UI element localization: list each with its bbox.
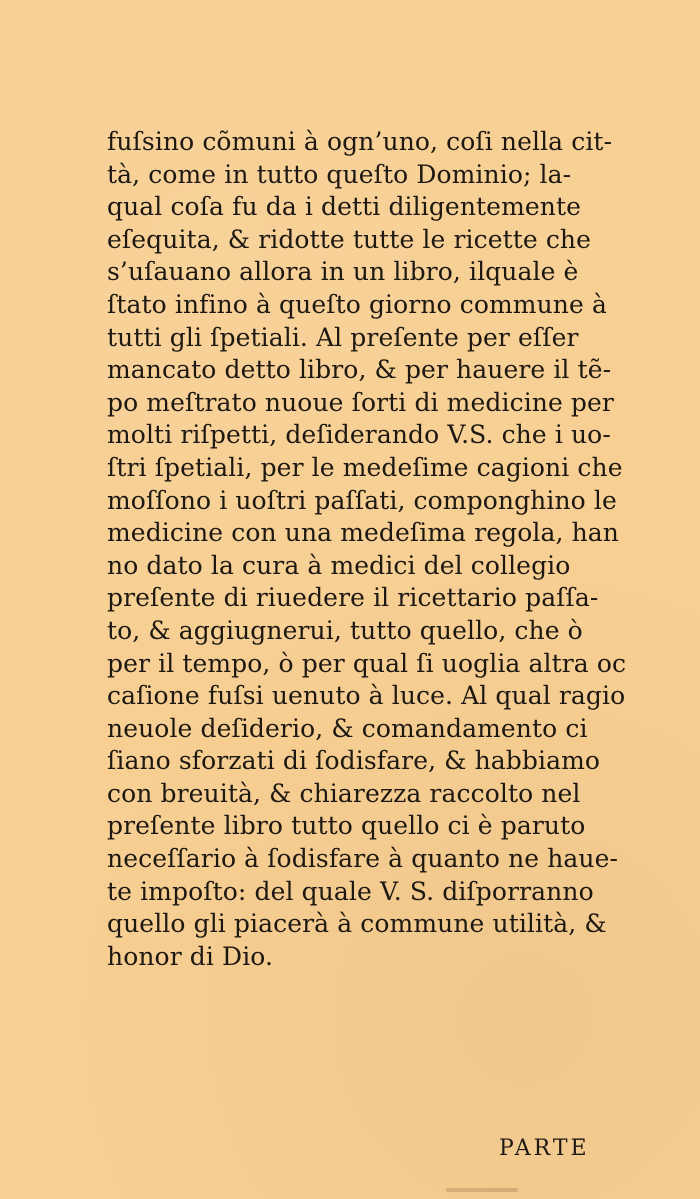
text-line: neceſſario à ſodisfare à quanto ne haue-	[107, 844, 619, 874]
body-text	[107, 126, 637, 973]
text-line: caſione fuſsi uenuto à luce. Al qual ragio	[107, 681, 626, 711]
text-line: s’uſauano allora in un libro, ilquale è	[107, 257, 579, 287]
text-line: preſente libro tutto quello ci è paruto	[107, 811, 586, 841]
text-line: mancato detto libro, & per hauere il tẽ-	[107, 355, 612, 385]
text-line: te impoſto: del quale V. S. diſporranno	[107, 876, 594, 906]
text-line: moſſono i uoſtri paſſati, componghino le	[107, 485, 617, 515]
text-line: po meſtrato nuoue ſorti di medicine per	[107, 387, 614, 417]
bottom-page-mark	[446, 1188, 518, 1192]
text-line: honor di Dio.	[107, 941, 274, 971]
text-line: fuſsino cõmuni à ogn’uno, coſi nella cit-	[107, 127, 613, 156]
text-line: qual coſa fu da i detti diligentemente	[107, 192, 582, 222]
text-line: to, & aggiugnerui, tutto quello, che ò	[107, 615, 583, 645]
text-line: neuole deſiderio, & comandamento ci	[107, 713, 588, 743]
text-line: ſtri ſpetiali, per le medeſime cagioni che	[107, 452, 623, 482]
text-line: quello gli piacerà à commune utilità, &	[107, 909, 607, 939]
text-line: ſtato infino à queſto giorno commune à	[107, 289, 607, 319]
text-line: molti riſpetti, deſiderando V.S. che i uo-	[107, 420, 611, 450]
catchword: PARTE	[499, 1136, 590, 1161]
text-line: preſente di riuedere il ricettario paſſa-	[107, 583, 599, 613]
text-line: con breuità, & chiarezza raccolto nel	[107, 778, 581, 808]
text-line: no dato la cura à medici del collegio	[107, 550, 571, 580]
text-line: tutti gli ſpetiali. Al preſente per eſſer	[107, 322, 579, 352]
text-line: per il tempo, ò per qual ſi uoglia altra oc	[107, 648, 627, 678]
text-line: medicine con una medeſima regola, han	[107, 518, 620, 548]
text-line: ſiano sforzati di ſodisfare, & habbiamo	[107, 746, 601, 776]
text-line: tà, come in tutto queſto Dominio; la-	[107, 159, 572, 189]
text-line: eſequita, & ridotte tutte le ricette che	[107, 224, 592, 254]
